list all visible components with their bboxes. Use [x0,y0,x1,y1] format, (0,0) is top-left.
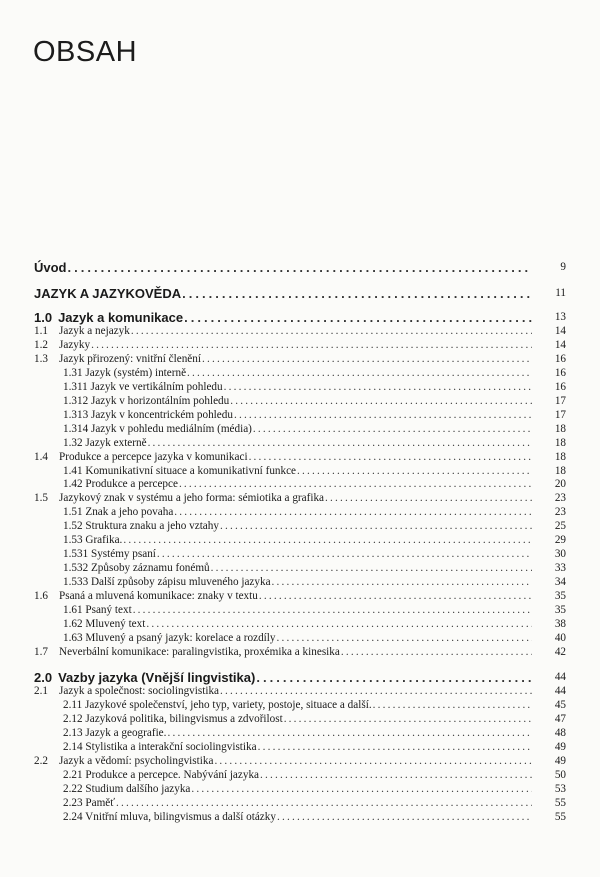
entry-title: 2.13 Jazyk a geografie. [63,727,167,739]
page-number: 18 [554,450,566,463]
dot-leader [184,311,532,324]
page-number: 53 [554,783,566,795]
entry-title: Vazby jazyka (Vnější lingvistika) [58,670,256,685]
toc-entry [34,477,566,491]
dot-leader [256,671,532,684]
dot-leader [68,261,533,274]
dot-leader [234,409,532,422]
entry-title: 2.23 Paměť [63,797,116,809]
page-number: 55 [554,811,566,823]
page-number: 50 [554,769,566,781]
toc-entry [34,284,566,300]
page-number: 30 [554,548,566,561]
dot-leader [220,685,532,698]
page-number: 33 [554,562,566,575]
dot-leader [157,548,532,561]
toc-entry [34,547,566,561]
page-number: 55 [554,797,566,809]
dot-leader [253,423,532,436]
toc-entry [34,408,566,422]
dot-leader [116,797,532,810]
toc-entry [34,768,566,782]
page-number: 13 [554,311,566,323]
dot-leader [131,325,532,338]
dot-leader [230,395,532,408]
dot-leader [297,465,532,478]
page-number: 9 [560,261,566,273]
page-number: 44 [554,671,566,683]
dot-leader [146,618,532,631]
page-number: 16 [554,366,566,379]
entry-title: 1.314 Jazyk v pohledu mediálním (média) [63,422,252,435]
toc-entry [34,519,566,533]
page-number: 42 [554,645,566,658]
dot-leader [182,287,532,300]
dot-leader [91,339,532,352]
entry-title: 2.12 Jazyková politika, bilingvismus a zdvořilost [63,713,283,725]
dot-leader [174,506,532,519]
toc-entry [34,712,566,726]
dot-leader [284,713,532,726]
entry-title: 1.63 Mluvený a psaný jazyk: korelace a rozdíly [63,631,276,644]
entry-title: Jazyk a komunikace [58,310,184,325]
dot-leader [202,353,532,366]
page-number: 45 [554,699,566,711]
entry-number: 1.5 [34,492,48,505]
toc-entry [34,380,566,394]
toc-entry [34,810,566,824]
page-number: 18 [554,464,566,477]
entry-title: 1.313 Jazyk v koncentrickém pohledu [63,408,233,421]
toc-entry [34,698,566,712]
page-number: 44 [554,685,566,697]
entry-title: 1.51 Znak a jeho povaha [63,506,174,519]
page-number: 17 [554,408,566,421]
page-number: 14 [554,325,566,337]
entry-title: Jazykový znak v systému a jeho forma: sémiotika a grafika [59,492,324,505]
toc-entry [34,450,566,464]
entry-title: 1.53 Grafika. [63,534,123,547]
toc-entry [34,561,566,575]
page-number: 35 [554,590,566,603]
dot-leader [220,520,532,533]
toc-entry [34,617,566,631]
entry-title: 1.312 Jazyk v horizontálním pohledu [63,394,230,407]
entry-title: Jazyky [59,338,91,351]
dot-leader [258,741,532,754]
page-number: 49 [554,755,566,767]
dot-leader [325,492,532,505]
toc-entry [34,668,566,684]
toc-entry [34,631,566,645]
page-number: 38 [554,617,566,630]
toc-entry [34,603,566,617]
toc-entry [34,754,566,768]
page-number: 34 [554,576,566,589]
dot-leader [214,755,532,768]
page-number: 47 [554,713,566,725]
entry-title: 1.42 Produkce a percepce [63,478,178,491]
toc-entry [34,352,566,366]
toc-entry [34,533,566,547]
toc-entry [34,684,566,698]
page-number: 14 [554,338,566,351]
page-number: 29 [554,534,566,547]
page-number: 40 [554,631,566,644]
toc-entry [34,338,566,352]
toc-entry [34,575,566,589]
entry-number: 2.2 [34,755,48,767]
dot-leader [191,783,532,796]
page-number: 20 [554,478,566,491]
entry-title: Produkce a percepce jazyka v komunikaci [59,450,248,463]
page-number: 16 [554,352,566,365]
entry-number: 1.6 [34,590,48,603]
dot-leader [277,632,533,645]
entry-number: 1.7 [34,645,48,658]
entry-title: 1.61 Psaný text [63,604,132,616]
toc-entry [34,505,566,519]
entry-title: 1.31 Jazyk (systém) interně [63,366,187,379]
page-number: 35 [554,604,566,616]
toc-entry [34,645,566,659]
page-title: OBSAH [33,36,138,68]
entry-number: 1.0 [34,310,53,325]
entry-number: 1.3 [34,352,48,365]
dot-leader [187,367,532,380]
entry-title: Jazyk a společnost: sociolingvistika [59,685,220,697]
dot-leader [249,451,532,464]
entry-title: JAZYK A JAZYKOVĚDA [34,286,182,301]
entry-title: 1.52 Struktura znaku a jeho vztahy [63,520,219,533]
dot-leader [341,646,532,659]
entry-title: 2.21 Produkce a percepce. Nabývání jazyka [63,769,260,781]
dot-leader [167,727,532,740]
dot-leader [123,534,532,547]
dot-leader [277,811,532,824]
dot-leader [211,562,532,575]
toc-entry [34,324,566,338]
entry-title: Jazyk přirozený: vnitřní členění [59,352,201,365]
toc-entry [34,589,566,603]
toc-entry [34,740,566,754]
page-number: 17 [554,394,566,407]
toc-entry [34,422,566,436]
entry-title: Psaná a mluvená komunikace: znaky v textu [59,590,258,603]
toc-entry [34,464,566,478]
entry-title: 1.532 Způsoby záznamu fonémů [63,562,210,575]
entry-title: 1.32 Jazyk externě [63,436,147,449]
dot-leader [259,590,532,603]
page-number: 16 [554,380,566,393]
dot-leader [224,381,532,394]
toc-entry [34,491,566,505]
dot-leader [260,769,532,782]
toc-entry [34,726,566,740]
toc-entry [34,258,566,274]
page-number: 18 [554,436,566,449]
toc-entry [34,308,566,324]
entry-title: 2.11 Jazykové společenství, jeho typ, variety, postoje, situace a další. [63,699,372,711]
entry-number: 1.2 [34,338,48,351]
entry-number: 2.1 [34,685,48,697]
dot-leader [373,699,532,712]
page-number: 49 [554,741,566,753]
entry-title: 1.533 Další způsoby zápisu mluveného jazyka [63,576,271,589]
entry-number: 1.4 [34,450,48,463]
entry-title: 1.62 Mluvený text [63,617,146,630]
entry-number: 2.0 [34,670,53,685]
dot-leader [179,478,532,491]
entry-title: Jazyk a nejazyk [59,325,130,337]
toc-entry [34,796,566,810]
dot-leader [133,604,532,617]
entry-title: 1.41 Komunikativní situace a komunikativní funkce [63,464,297,477]
toc-entry [34,394,566,408]
entry-title: 1.311 Jazyk ve vertikálním pohledu [63,380,223,393]
toc-entry [34,782,566,796]
entry-title: 2.14 Stylistika a interakční sociolingvistika [63,741,257,753]
entry-title: Neverbální komunikace: paralingvistika, proxémika a kinesika [59,645,340,658]
entry-title: 2.24 Vnitřní mluva, bilingvismus a další otázky [63,811,276,823]
entry-title: Jazyk a vědomí: psycholingvistika [59,755,214,767]
entry-title: 1.531 Systémy psaní [63,548,156,561]
dot-leader [272,576,532,589]
dot-leader [148,437,532,450]
toc-entry [34,366,566,380]
page-number: 48 [554,727,566,739]
page-number: 25 [554,520,566,533]
page-number: 23 [554,492,566,505]
entry-number: 1.1 [34,325,48,337]
entry-title: 2.22 Studium dalšího jazyka [63,783,191,795]
page-number: 18 [554,422,566,435]
toc-entry [34,436,566,450]
entry-title: Úvod [34,260,67,275]
page-number: 23 [554,506,566,519]
page-number: 11 [555,287,566,299]
